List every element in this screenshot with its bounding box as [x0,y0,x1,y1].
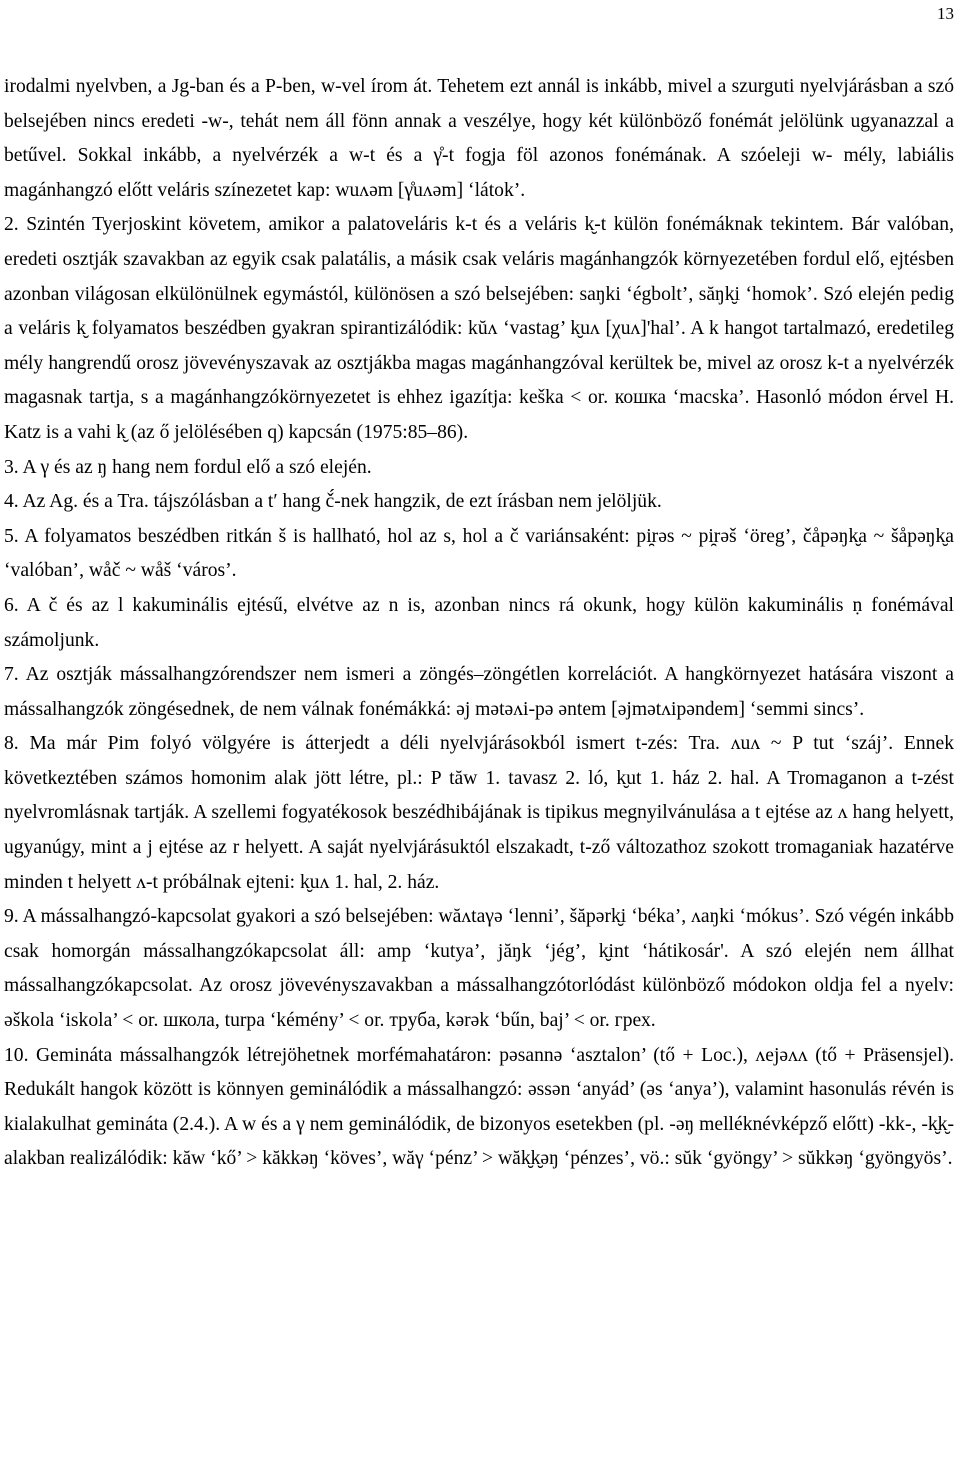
paragraph-1: irodalmi nyelvben, a Jg-ban és a P-ben, w-vel írom át. Tehetem ezt annál is inkább, mivel a szurguti nyelvjárásban a szó belsejében nincs eredeti -w-, tehát nem áll fönn annak a veszélye, hogy két különböző fonémát jelölünk ugyanazzal a betűvel. Sokkal inkább, a nyelvérzék a w-t és a γ̊-t fogja föl azonos fonémának. A szóeleji w- mély, labiális magánhangzó előtt veláris színezetet kap: wuʌəm [γ̊uʌəm] ‘látok’. [4,76,954,201]
document-body [4,70,954,1177]
paragraph-4: 4. Az Ag. és a Tra. tájszólásban a t′ hang č́-nek hangzik, de ezt írásban nem jelöljük. [4,491,662,513]
paragraph-2: 2. Szintén Tyerjoskint követem, amikor a palatoveláris k-t és a veláris k̮-t külön fonémáknak tekintem. Bár valóban, eredeti osztják szavakban az egyik csak palatális, a másik csak veláris magánhangzók környezetében fordul elő, ejtésben azonban világosan elkülönülnek egymástól, különösen a szó belsejében: saŋki ‘égbolt’, săŋk̮i ‘homok’. Szó elején pedig a veláris k̮ folyamatos beszédben gyakran spirantizálódik: kŭʌ ‘vastag’ k̮uʌ [χuʌ]'hal’. A k hangot tartalmazó, eredetileg mély hangrendű orosz jövevényszavak az osztjákba magas magánhangzóval kerültek be, mivel az orosz k-t a nyelvérzék magasnak tartja, s a magánhangzókörnyezetet is ehhez igazítja: keška < or. кошка ‘macska’. Hasonló módon érvel H. Katz is a vahi k̮ (az ő jelölésében q) kapcsán (1975:85–86). [4,214,954,443]
page-number: 13 [937,4,954,23]
paragraph-5: 5. A folyamatos beszédben ritkán š is hallható, hol az s, hol a č variánsaként: pi̯rəs ~ pi̯rəš ‘öreg’, čåpəŋk̮a ~ šåpəŋk̮a ‘valóban’, wåč ~ wåš ‘város’. [4,525,954,582]
paragraph-3: 3. A γ és az ŋ hang nem fordul elő a szó elején. [4,456,372,478]
paragraph-6: 6. A č és az l kakuminális ejtésű, elvétve az n is, azonban nincs rá okunk, hogy külön kakuminális ṇ fonémával számoljunk. [4,594,954,651]
paragraph-9: 9. A mássalhangzó-kapcsolat gyakori a szó belsejében: wăʌtaγə ‘lenni’, šăpərk̮i ‘béka’, ʌaŋki ‘mókus’. Szó végén inkább csak homorgán mássalhangzókapcsolat áll: amp ‘kutya’, jăŋk ‘jég’, k̮int ‘hátikosár'. A szó elején nem állhat mássalhangzókapcsolat. Az orosz jövevényszavakban a mássalhangzótorlódást különböző módokon oldja fel a nyelv: əškola ‘iskola’ < or. школа, turpa ‘kémény’ < or. труба, kərək ‘bűn, baj’ < or. грех. [4,906,954,1032]
paragraph-10: 10. Gemináta mássalhangzók létrejöhetnek morfémahatáron: pəsannə ‘asztalon’ (tő + Loc.), ʌejəʌʌ (tő + Präsensjel). Redukált hangok között is könnyen geminálódik a mássalhangzó: əssən ‘anyád’ (əs ‘anya’), valamint hasonulás révén is kialakulhat gemináta (2.4.). A w és a γ nem geminálódik, de bizonyos esetekben (pl. -əŋ melléknévképző előtt) -kk-, -k̮k̮- alakban realizálódik: kăw ‘kő’ > kăkkəŋ ‘köves’, wăγ ‘pénz’ > wăk̮k̮əŋ ‘pénzes’, vö.: sŭk ‘gyöngy’ > sŭkkəŋ ‘gyöngyös’. [4,1044,954,1170]
paragraph-7: 7. Az osztják mássalhangzórendszer nem ismeri a zöngés–zöngétlen korrelációt. A hangkörnyezet hatására viszont a mássalhangzók zöngésednek, de nem válnak fonémákká: əj mətəʌi-pə əntem [əjmətʌipəndem] ‘semmi sincs’. [4,664,954,720]
paragraph-8: 8. Ma már Pim folyó völgyére is átterjedt a déli nyelvjárásokból ismert t-zés: Tra. ʌuʌ ~ P tut ‘száj’. Ennek következtében számos homonim alak jött létre, pl.: P tăw 1. tavasz 2. ló, k̮ut 1. ház 2. hal. A Tromaganon a t-zést nyelvromlásnak tartják. A szellemi fogyatékosok beszédhibájának is tipikus megnyilvánulása a t ejtése az ʌ hang helyett, ugyanúgy, mint a j ejtése az r helyett. A saját nyelvjárásuktól elszakadt, t-ző változathoz szokott tromaganiak hazatérve minden t helyett ʌ-t próbálnak ejteni: k̮uʌ 1. hal, 2. ház. [4,733,954,893]
